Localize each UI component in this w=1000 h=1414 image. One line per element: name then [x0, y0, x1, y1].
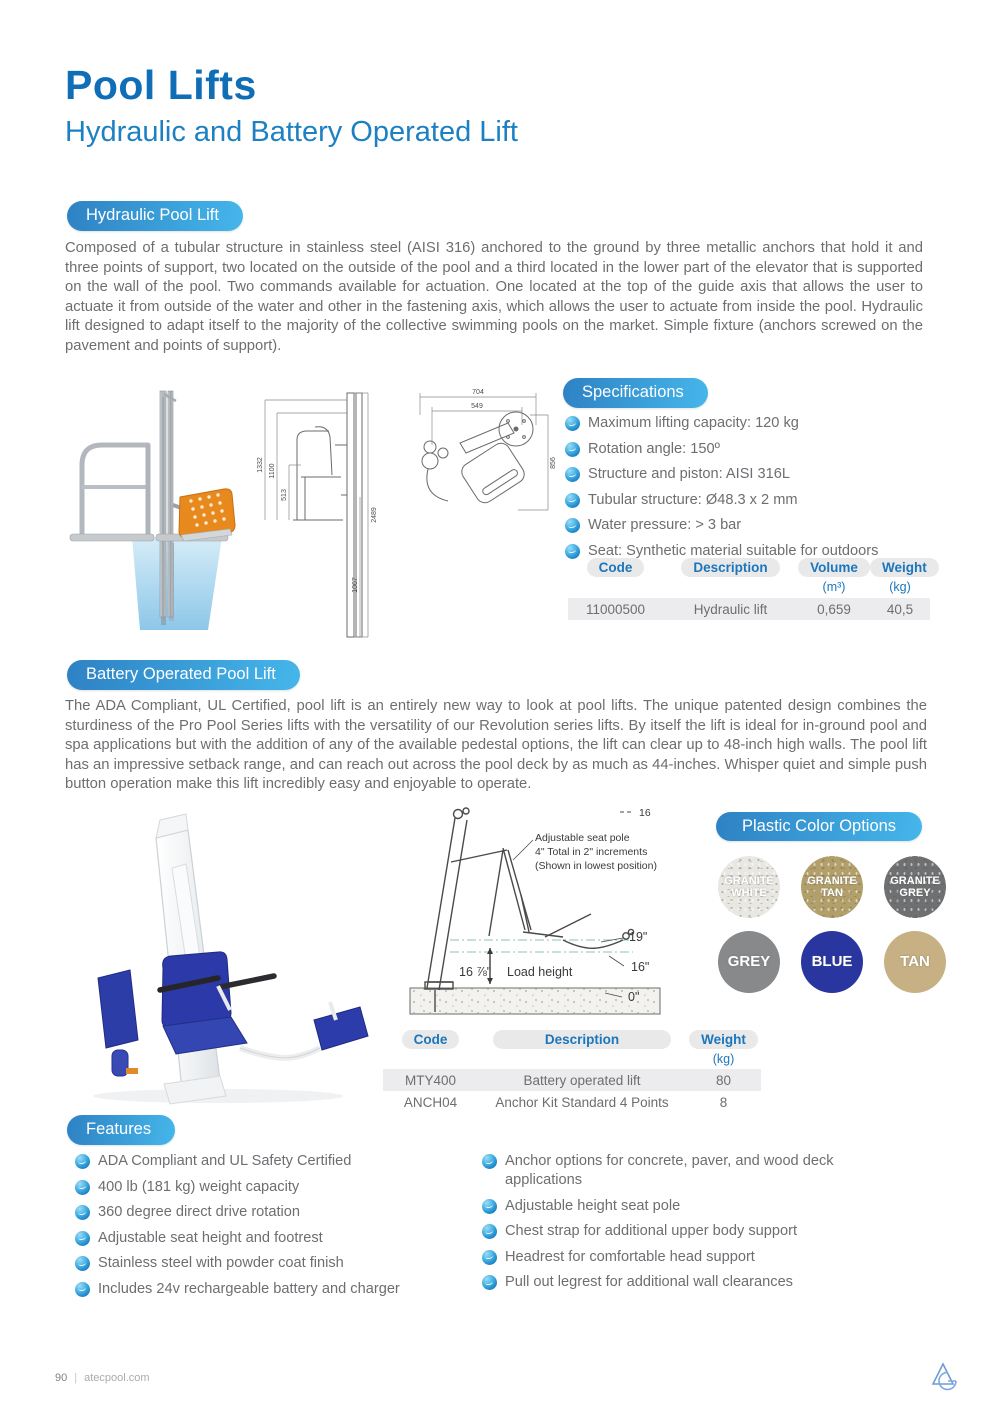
- diagram-note-line2: 4" Total in 2" increments: [535, 846, 648, 858]
- sphere-bullet-icon: [75, 1231, 90, 1246]
- spec-item: [565, 491, 940, 510]
- swatch-label: GRANITE: [890, 874, 940, 887]
- features-header: [67, 1115, 175, 1145]
- swatch-label: GREY: [899, 887, 931, 899]
- cell-code: MTY400: [404, 1072, 457, 1088]
- feature-item-text: 360 degree direct drive rotation: [98, 1204, 301, 1220]
- color-swatch-blue: [801, 931, 863, 993]
- diagram-note-line1: Adjustable seat pole: [535, 832, 630, 844]
- page-number: 90: [55, 1372, 68, 1384]
- unit-label: (kg): [712, 1052, 735, 1066]
- brand-logo-icon: [930, 1360, 962, 1396]
- column-header: Code: [587, 558, 645, 577]
- battery-section-header: [67, 660, 300, 690]
- diagram-dim-0: 0": [628, 990, 640, 1004]
- dim-label: 513: [281, 489, 288, 501]
- diagram-dim-16: 16": [631, 960, 650, 974]
- footer-separator: |: [74, 1372, 78, 1384]
- battery-section-pill: Battery Operated Pool Lift: [67, 660, 300, 690]
- page-title: Pool Lifts: [65, 62, 257, 108]
- features-list-right: [482, 1152, 860, 1299]
- color-swatch-grey: [718, 931, 780, 993]
- swatch-label: TAN: [900, 952, 930, 970]
- spec-item-text: Structure and piston: AISI 316L: [588, 466, 791, 482]
- cell-description: Battery operated lift: [523, 1072, 641, 1088]
- color-swatch-tan: [884, 931, 946, 993]
- sphere-bullet-icon: [75, 1154, 90, 1169]
- swatch-label: GREY: [727, 952, 771, 970]
- cell-description: Hydraulic lift: [693, 601, 768, 617]
- feature-item-text: Adjustable height seat pole: [505, 1197, 681, 1214]
- color-options-block: [716, 812, 948, 993]
- footer-website: atecpool.com: [84, 1372, 150, 1384]
- feature-item: [75, 1254, 470, 1273]
- column-header: Weight: [870, 558, 939, 577]
- sphere-bullet-icon: [482, 1275, 497, 1290]
- feature-item: [75, 1203, 470, 1222]
- dim-label: 549: [471, 403, 483, 410]
- sphere-bullet-icon: [565, 544, 580, 559]
- hydraulic-section-header: [67, 201, 243, 231]
- sphere-bullet-icon: [75, 1180, 90, 1195]
- table-row: [568, 598, 930, 620]
- battery-description: The ADA Compliant, UL Certified, pool lift is an entirely new way to look at pool lifts. The unique patented design combines the sturdiness of the Pro Pool Series lifts with the versatility of our Revolution series lifts. By itself the lift is ideal for in-ground pool and spa applications but with the addition of any of the available pedestal options, the lift can clear up to 48-inch high walls. The pool lift has an impressive setback range, and can reach out across the pool deck by as much as 44-inches. Whisper quiet and simple push button operation make this lift incredibly easy and enjoyable to operate.: [65, 698, 927, 792]
- cell-description: Anchor Kit Standard 4 Points: [495, 1094, 669, 1110]
- feature-item: [75, 1280, 470, 1299]
- cell-code: ANCH04: [403, 1094, 458, 1110]
- column-header: Weight: [689, 1030, 758, 1049]
- dim-label: 856: [550, 457, 557, 469]
- table-row: [383, 1091, 761, 1113]
- dim-label: 1332: [257, 457, 264, 473]
- spec-item: [565, 440, 940, 459]
- dim-label: 1067: [352, 577, 359, 593]
- sphere-bullet-icon: [482, 1224, 497, 1239]
- page-footer: [55, 1372, 150, 1384]
- features-pill: Features: [67, 1115, 175, 1145]
- sphere-bullet-icon: [565, 416, 580, 431]
- feature-item-text: Stainless steel with powder coat finish: [98, 1255, 344, 1271]
- specifications-list: [565, 414, 940, 567]
- unit-label: (m³): [822, 580, 846, 594]
- feature-item: [75, 1152, 470, 1171]
- cell-weight: 80: [715, 1072, 732, 1088]
- dim-label: 704: [472, 389, 484, 396]
- sphere-bullet-icon: [75, 1205, 90, 1220]
- feature-item: [482, 1197, 860, 1216]
- feature-item: [75, 1229, 470, 1248]
- feature-item: [75, 1178, 470, 1197]
- specifications-pill: Specifications: [563, 378, 708, 408]
- color-options-pill: Plastic Color Options: [716, 812, 922, 841]
- spec-item: [565, 465, 940, 484]
- cell-volume: 0,659: [817, 601, 851, 617]
- hydraulic-description: Composed of a tubular structure in stainless steel (AISI 316) anchored to the ground by three metallic anchors that hold it and three points of support, two located on the outside of the pool and a third located in the lower part of the elevator that is supported on the wall of the pool. Two commands available for actuation. One located at the top of the guide axis that allows the user to actuate it from outside of the water and other in the fastening axis, which allows the user to actuate from inside the pool. Hydraulic lift designed to adapt itself to the majority of the collective swimming pools on the market. Simple fixture (anchors screwed on the pavement and points of support).: [65, 240, 923, 354]
- hydraulic-table: [568, 558, 930, 620]
- color-swatch-granite-white: [718, 856, 780, 918]
- hydraulic-section-pill: Hydraulic Pool Lift: [67, 201, 243, 231]
- spec-item-text: Water pressure: > 3 bar: [588, 517, 742, 533]
- diagram-load-height-label: Load height: [507, 965, 573, 979]
- dim-label: 2489: [371, 507, 378, 523]
- cell-weight: 40,5: [886, 601, 914, 617]
- hydraulic-top-diagram: [408, 385, 560, 520]
- sphere-bullet-icon: [565, 493, 580, 508]
- sphere-bullet-icon: [482, 1154, 497, 1169]
- swatch-label: GRANITE: [807, 874, 857, 887]
- feature-item-text: Pull out legrest for additional wall clearances: [505, 1274, 793, 1290]
- table-row: [383, 1069, 761, 1091]
- feature-item-text: Anchor options for concrete, paver, and wood deck applications: [505, 1153, 834, 1188]
- page-subtitle: Hydraulic and Battery Operated Lift: [65, 116, 518, 148]
- feature-item: [482, 1222, 860, 1241]
- feature-item: [482, 1248, 860, 1267]
- feature-item-text: Headrest for comfortable head support: [505, 1248, 755, 1265]
- diagram-load-height-dim: 16 ⅞": [459, 965, 492, 979]
- spec-item: [565, 516, 940, 535]
- color-swatch-granite-tan: [801, 856, 863, 918]
- hydraulic-side-diagram: [255, 385, 400, 645]
- spec-item-text: Seat: Synthetic material suitable for outdoors: [588, 542, 879, 559]
- column-header: Code: [402, 1030, 460, 1049]
- feature-item: [482, 1273, 860, 1292]
- sphere-bullet-icon: [75, 1256, 90, 1271]
- sphere-bullet-icon: [565, 518, 580, 533]
- diagram-note-line3: (Shown in lowest position): [535, 860, 657, 872]
- dim-label: 1100: [269, 463, 276, 479]
- color-swatch-granite-grey: [884, 856, 946, 918]
- features-list-left: [75, 1152, 470, 1305]
- swatch-label: BLUE: [811, 952, 853, 970]
- sphere-bullet-icon: [565, 442, 580, 457]
- cell-weight: 8: [719, 1094, 728, 1110]
- spec-item-text: Tubular structure: Ø48.3 x 2 mm: [588, 491, 798, 508]
- battery-lift-diagram: [395, 800, 765, 1015]
- battery-lift-photo: [68, 808, 398, 1106]
- sphere-bullet-icon: [482, 1250, 497, 1265]
- hydraulic-lift-photo: [60, 385, 250, 640]
- feature-item: [482, 1152, 860, 1190]
- feature-item-text: Chest strap for additional upper body support: [505, 1223, 798, 1239]
- feature-item-text: 400 lb (181 kg) weight capacity: [98, 1178, 300, 1195]
- column-header: Volume: [798, 558, 870, 577]
- column-header: Description: [493, 1030, 671, 1049]
- sphere-bullet-icon: [565, 467, 580, 482]
- diagram-dim-19: 19": [629, 930, 648, 944]
- diagram-corner-dim: 16: [639, 807, 651, 819]
- feature-item-text: Includes 24v rechargeable battery and charger: [98, 1280, 400, 1297]
- feature-item-text: ADA Compliant and UL Safety Certified: [98, 1153, 352, 1169]
- spec-item-text: Maximum lifting capacity: 120 kg: [588, 415, 799, 431]
- specifications-header: [563, 378, 708, 408]
- column-header: Description: [681, 558, 779, 577]
- unit-label: (kg): [889, 580, 911, 594]
- swatch-label: WHITE: [731, 887, 767, 899]
- swatch-label: GRANITE: [724, 874, 774, 887]
- battery-table: [383, 1030, 761, 1113]
- cell-code: 11000500: [585, 601, 646, 617]
- sphere-bullet-icon: [75, 1282, 90, 1297]
- spec-item-text: Rotation angle: 150º: [588, 440, 720, 457]
- feature-item-text: Adjustable seat height and footrest: [98, 1229, 323, 1246]
- swatch-label: TAN: [821, 887, 843, 899]
- spec-item: [565, 414, 940, 433]
- sphere-bullet-icon: [482, 1199, 497, 1214]
